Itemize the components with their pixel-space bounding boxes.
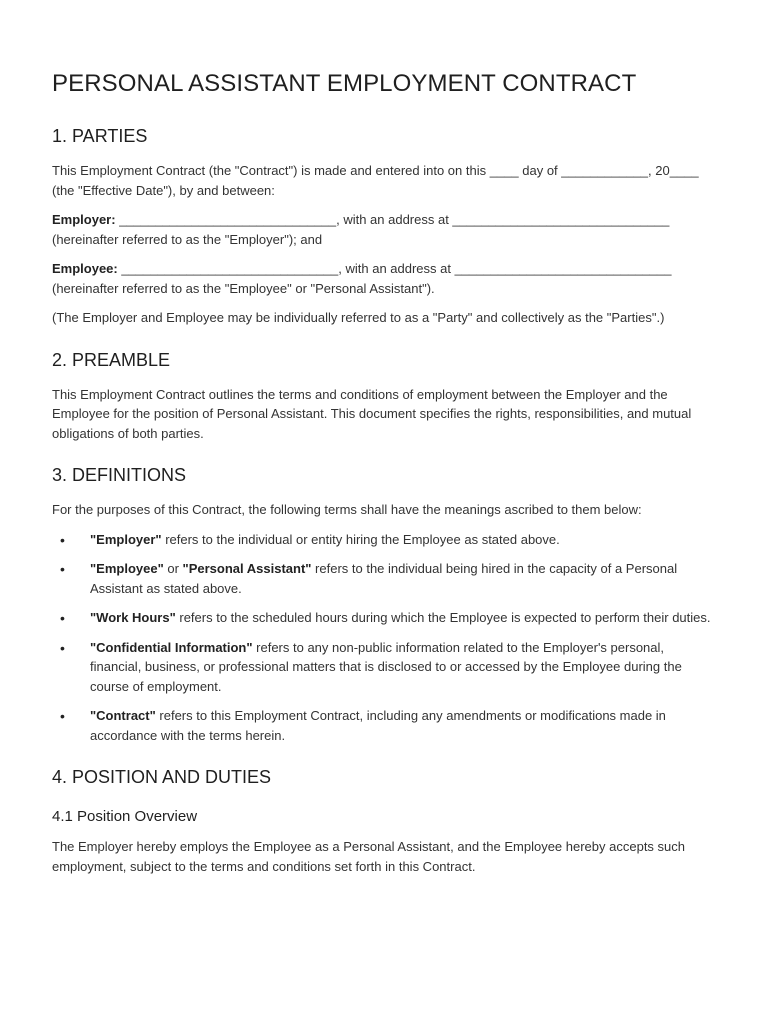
definition-term: "Work Hours" <box>90 610 176 625</box>
definition-employer <box>52 530 718 550</box>
bullet-icon: • <box>60 639 65 656</box>
bullet-icon: • <box>60 561 65 577</box>
definition-text: refers to this Employment Contract, including any amendments or modifications made in accordance with the terms herein. <box>90 708 666 743</box>
bullet-icon: • <box>60 610 65 626</box>
preamble-heading: 2. PREAMBLE <box>52 349 171 370</box>
employer-text: ______________________________, with an address at ______________________________ (hereinafter referred to as the "Employer"); and <box>52 212 670 247</box>
definition-term: "Employee" <box>90 561 164 576</box>
employer-label: Employer: <box>52 212 116 227</box>
definition-confidential-information <box>52 638 718 697</box>
definition-connector: or <box>163 561 183 576</box>
position-subheading: 4.1 Position Overview <box>52 808 198 825</box>
position-text: The Employer hereby employs the Employee as a Personal Assistant, and the Employee hereby accepts such employment, subject to the terms and conditions set forth in this Contract. <box>52 839 686 874</box>
definition-term: "Confidential Information" <box>90 639 253 655</box>
parties-note: (The Employer and Employee may be individually referred to as a "Party" and collectively as the "Parties".) <box>52 310 665 325</box>
definition-text: refers to the individual or entity hiring the Employee as stated above. <box>161 531 560 547</box>
employer-paragraph <box>52 210 718 249</box>
definition-work-hours <box>52 608 718 628</box>
section-definitions <box>52 465 718 745</box>
section-position-and-duties <box>52 767 718 876</box>
parties-heading: 1. PARTIES <box>52 126 148 146</box>
definition-term: "Contract" <box>90 708 156 723</box>
section-preamble <box>52 350 718 444</box>
parties-intro: This Employment Contract (the "Contract") is made and entered into on this ____ day of ____________, 20____ (the "Effective Date"), by and between: <box>52 163 699 198</box>
employee-text: ______________________________, with an address at ______________________________ (hereinafter referred to as the "Employee" or "Personal Assistant"). <box>52 261 672 296</box>
definition-term-alt: "Personal Assistant" <box>182 561 312 576</box>
definition-employee <box>52 559 718 598</box>
section-parties <box>52 126 718 328</box>
preamble-text: This Employment Contract outlines the terms and conditions of employment between the Employer and the Employee for the position of Personal Assistant. This document specifies the rights, responsibilities, and mutual obligations of both parties. <box>52 386 692 441</box>
bullet-icon: • <box>60 708 65 724</box>
definition-text: refers to any non-public information related to the Employer's personal, financial, business, or professional matters that is disclosed to or accessed by the Employee during the course of employment. <box>90 639 682 694</box>
bullet-icon: • <box>60 531 65 548</box>
definitions-intro: For the purposes of this Contract, the following terms shall have the meanings ascribed to them below: <box>52 502 642 517</box>
definition-term: "Employer" <box>90 531 162 547</box>
document-title: PERSONAL ASSISTANT EMPLOYMENT CONTRACT <box>52 70 637 97</box>
employee-paragraph <box>52 259 718 298</box>
position-heading: 4. POSITION AND DUTIES <box>52 767 272 787</box>
definitions-heading: 3. DEFINITIONS <box>52 465 187 485</box>
definitions-list <box>52 530 718 746</box>
definition-text: refers to the scheduled hours during which the Employee is expected to perform their duties. <box>175 610 711 625</box>
employee-label: Employee: <box>52 261 118 276</box>
definition-contract <box>52 706 718 745</box>
definition-text: refers to the individual being hired in the capacity of a Personal Assistant as stated above. <box>90 561 678 596</box>
